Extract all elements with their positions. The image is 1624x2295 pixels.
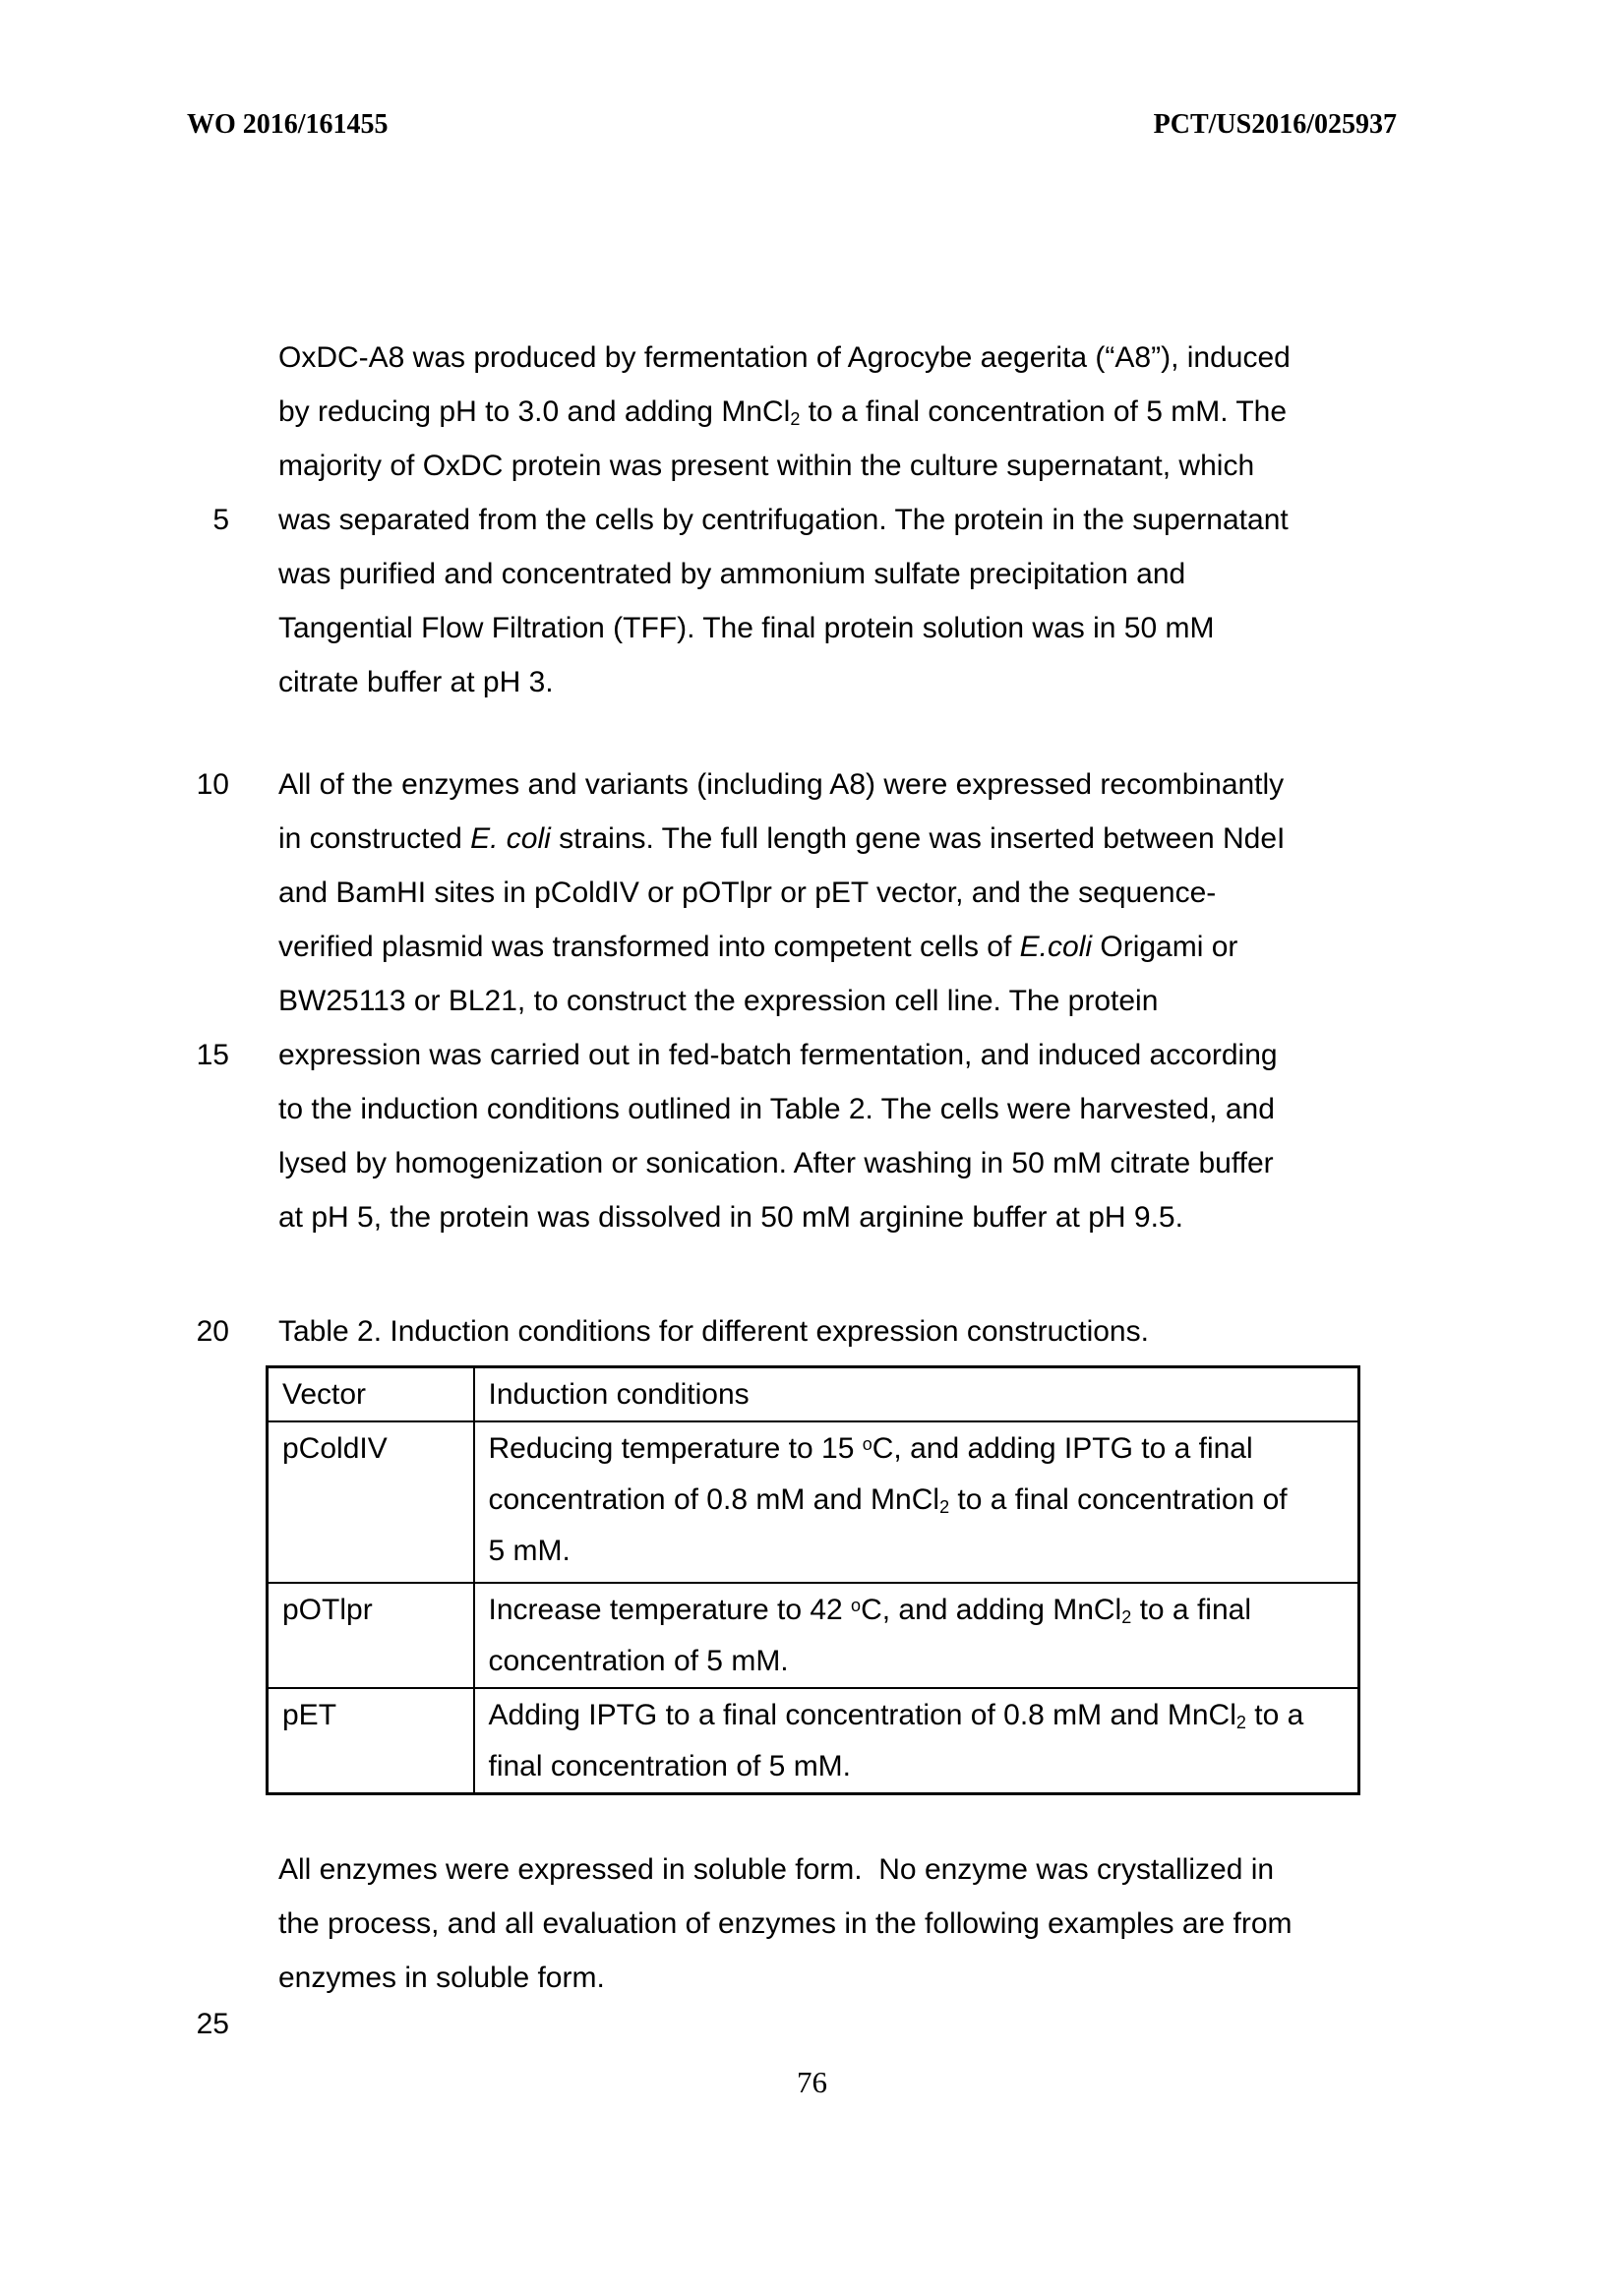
text-line: Adding IPTG to a final concentration of 0.8 mM and MnCl$_2$ to a <box>488 1699 1304 1732</box>
conditions-cell <box>474 1583 1359 1688</box>
table-row <box>268 1688 1359 1794</box>
text-line: All enzymes were expressed in soluble form. No enzyme was crystallized in <box>278 1853 1275 1886</box>
text-line: verified plasmid was transformed into competent cells of E.coli Origami or <box>278 931 1238 963</box>
text-line: expression was carried out in fed-batch fermentation, and induced according <box>278 1039 1278 1071</box>
page-number: 76 <box>797 2065 827 2099</box>
table-row <box>268 1583 1359 1688</box>
line-number-15: 15 <box>196 1039 229 1071</box>
paragraph-expression <box>278 757 1360 1244</box>
table-row <box>268 1421 1359 1583</box>
page-header <box>187 108 1397 142</box>
table-header-row <box>268 1367 1359 1422</box>
text-line: was separated from the cells by centrifugation. The protein in the supernatant <box>278 504 1289 536</box>
text-line: in constructed E. coli strains. The full length gene was inserted between NdeI <box>278 822 1286 855</box>
text-line: final concentration of 5 mM. <box>488 1750 852 1782</box>
table2-caption: Table 2. Induction conditions for different expression constructions. <box>278 1315 1149 1348</box>
text-line: Reducing temperature to 15 $^o$C, and adding IPTG to a final <box>488 1432 1253 1465</box>
text-line: was purified and concentrated by ammonium sulfate precipitation and <box>278 558 1186 590</box>
text-line: and BamHI sites in pColdIV or pOTlpr or pET vector, and the sequence- <box>278 876 1217 909</box>
text-line: at pH 5, the protein was dissolved in 50 mM arginine buffer at pH 9.5. <box>278 1201 1183 1234</box>
text-line: citrate buffer at pH 3. <box>278 666 554 698</box>
application-number: PCT/US2016/025937 <box>1153 109 1397 140</box>
text-line: to the induction conditions outlined in Table 2. The cells were harvested, and <box>278 1093 1275 1125</box>
vector-cell: pOTlpr <box>268 1583 474 1688</box>
line-number-25: 25 <box>196 2008 229 2040</box>
text-line: 5 mM. <box>488 1535 571 1567</box>
publication-number: WO 2016/161455 <box>187 109 389 140</box>
text-line: lysed by homogenization or sonication. After washing in 50 mM citrate buffer <box>278 1147 1274 1179</box>
paragraph-closing <box>278 1842 1360 2005</box>
text-line: All of the enzymes and variants (including A8) were expressed recombinantly <box>278 768 1285 801</box>
text-line: OxDC-A8 was produced by fermentation of Agrocybe aegerita (“A8”), induced <box>278 341 1291 374</box>
induction-conditions-table <box>266 1365 1360 1795</box>
text-line: majority of OxDC protein was present within the culture supernatant, which <box>278 450 1255 482</box>
text-line: Tangential Flow Filtration (TFF). The final protein solution was in 50 mM <box>278 612 1215 644</box>
line-number-20: 20 <box>196 1315 229 1348</box>
text-line: by reducing pH to 3.0 and adding MnCl$_2$ to a final concentration of 5 mM. The <box>278 395 1288 429</box>
vector-cell: pColdIV <box>268 1421 474 1583</box>
vector-cell: pET <box>268 1688 474 1794</box>
text-line: enzymes in soluble form. <box>278 1962 605 1994</box>
text-line: concentration of 5 mM. <box>488 1645 789 1677</box>
paragraph-fermentation <box>278 331 1360 709</box>
text-line: the process, and all evaluation of enzymes in the following examples are from <box>278 1907 1293 1940</box>
conditions-cell <box>474 1688 1359 1794</box>
column-header-conditions: Induction conditions <box>474 1367 1359 1422</box>
text-line: Increase temperature to 42 $^o$C, and adding MnCl$_2$ to a final <box>488 1594 1251 1627</box>
conditions-cell <box>474 1421 1359 1583</box>
text-line: BW25113 or BL21, to construct the expression cell line. The protein <box>278 985 1159 1017</box>
line-number-5: 5 <box>212 504 229 536</box>
text-line: concentration of 0.8 mM and MnCl$_2$ to a final concentration of <box>488 1483 1288 1517</box>
column-header-vector: Vector <box>268 1367 474 1422</box>
line-number-10: 10 <box>196 768 229 801</box>
